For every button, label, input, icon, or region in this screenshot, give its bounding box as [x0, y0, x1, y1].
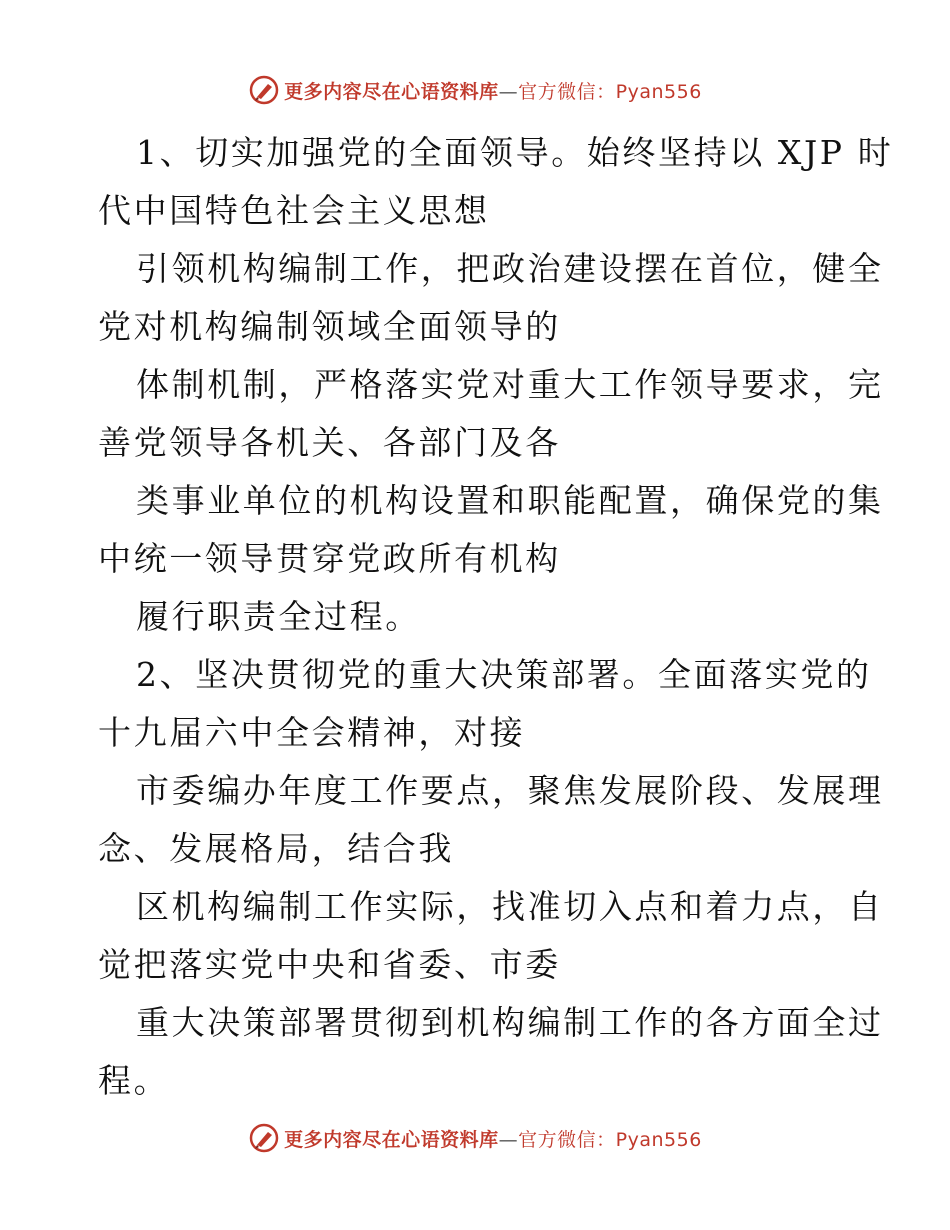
- header-watermark: [0, 70, 950, 110]
- text-line: 2、坚决贯彻党的重大决策部署。全面落实党的: [136, 655, 872, 694]
- text-line: 履行职责全过程。: [136, 597, 421, 636]
- watermark-tail-text: 官方微信：Pyan556: [518, 80, 702, 103]
- watermark-tail-text: 官方微信：Pyan556: [518, 1128, 702, 1151]
- text-line: 引领机构编制工作，把政治建设摆在首位，健全: [136, 249, 884, 288]
- text-line: 念、发展格局，结合我: [98, 829, 454, 868]
- text-line: 十九届六中全会精神，对接: [98, 713, 526, 752]
- watermark-main-text: 更多内容尽在心语资料库: [284, 1128, 499, 1151]
- text-line: 市委编办年度工作要点，聚焦发展阶段、发展理: [136, 771, 884, 810]
- document-body: [98, 124, 894, 1110]
- text-line: 体制机制，严格落实党对重大工作领导要求，完: [136, 365, 884, 404]
- watermark-main-text: 更多内容尽在心语资料库: [284, 80, 499, 103]
- text-line: 1、切实加强党的全面领导。始终坚持以 XJP 时: [136, 133, 894, 172]
- watermark-separator: —: [498, 1128, 519, 1151]
- watermark-separator: —: [498, 80, 519, 103]
- footer-watermark: [0, 1118, 950, 1158]
- text-line: 区机构编制工作实际，找准切入点和着力点，自: [136, 887, 884, 926]
- text-line: 类事业单位的机构设置和职能配置，确保党的集: [136, 481, 884, 520]
- text-line: 程。: [98, 1061, 170, 1100]
- text-line: 重大决策部署贯彻到机构编制工作的各方面全过: [136, 1003, 884, 1042]
- text-line: 觉把落实党中央和省委、市委: [98, 945, 561, 984]
- text-line: 代中国特色社会主义思想: [98, 191, 490, 230]
- text-line: 中统一领导贯穿党政所有机构: [98, 539, 561, 578]
- text-line: 善党领导各机关、各部门及各: [98, 423, 561, 462]
- text-line: 党对机构编制领域全面领导的: [98, 307, 561, 346]
- pen-logo-icon: [248, 1122, 280, 1154]
- pen-logo-icon: [248, 74, 280, 106]
